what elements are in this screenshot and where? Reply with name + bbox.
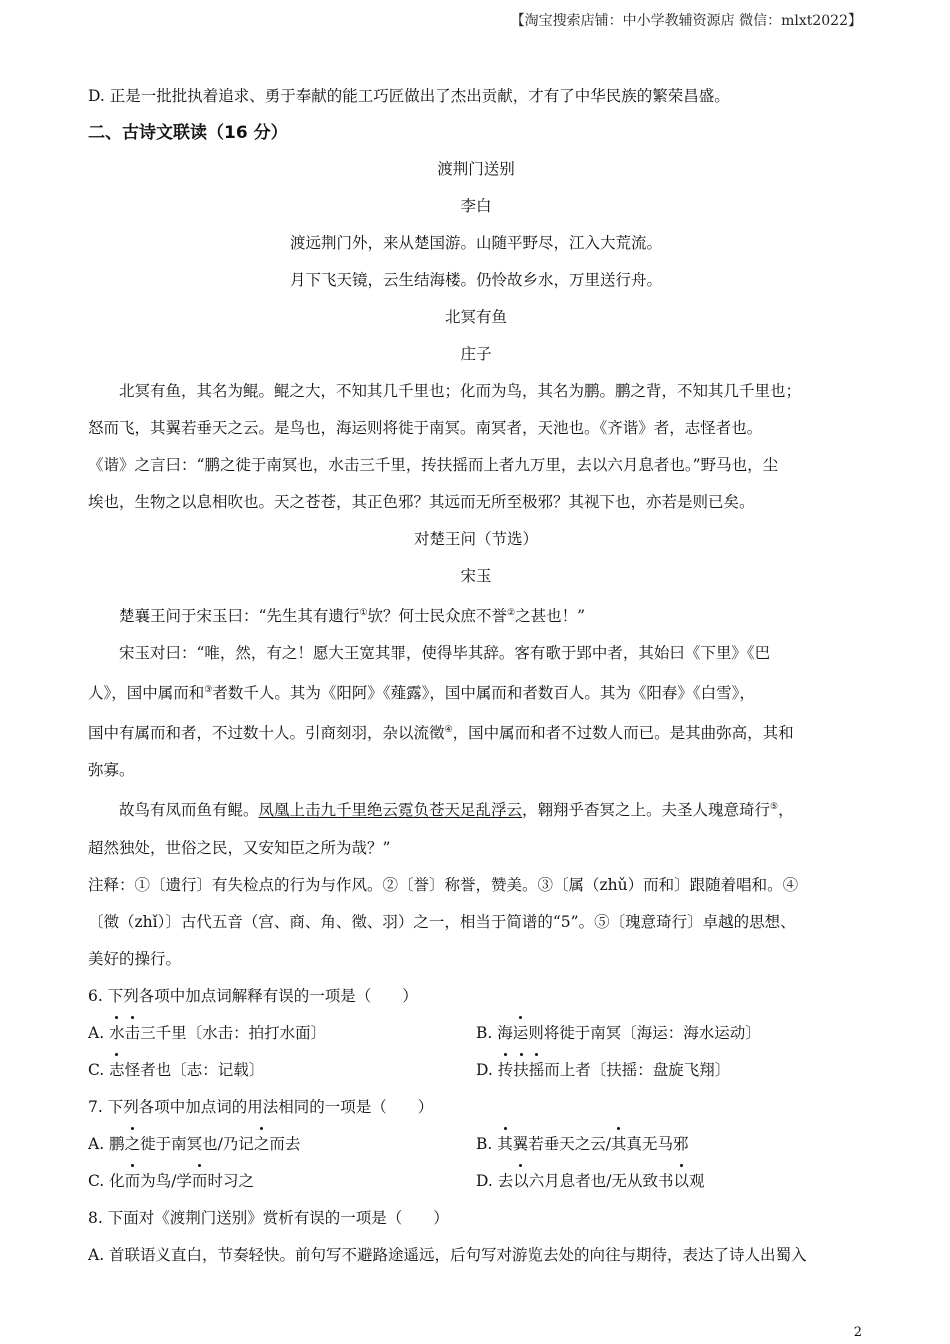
text-span: 怪者也〔志：记载〕 [124, 1060, 265, 1079]
q6-option-b [476, 1015, 864, 1052]
text-span: 海 [497, 1023, 513, 1042]
poem1-line: 渡远荆门外，来从楚国游。山随平野尽，江入大荒流。 [289, 234, 662, 252]
text-span: D. [476, 1060, 498, 1079]
q7-option-a [88, 1126, 476, 1163]
dotted-char: 而 [192, 1163, 208, 1200]
text-span: 国中有属而和者，不过数十人。引商刻羽，杂以流徵 [88, 724, 445, 743]
text-span: 则将徙于南冥〔海运：海水运动〕 [528, 1023, 761, 1042]
dotted-char: 抟 [498, 1052, 514, 1089]
page-content [88, 78, 864, 1274]
text3-title: 对楚王问（节选） [413, 530, 538, 548]
text-span: 而上者〔扶摇：盘旋飞翔〕 [544, 1060, 731, 1079]
notes-line: 美好的操行。 [88, 949, 182, 968]
text2-title: 北冥有鱼 [444, 308, 507, 326]
note-marker: ② [507, 608, 516, 618]
text-span: 为鸟/学 [140, 1171, 192, 1190]
text-span: C. 化 [88, 1171, 125, 1190]
text3-line: 弥寡。 [88, 761, 135, 780]
q7-option-c [88, 1163, 476, 1200]
text2-line: 北冥有鱼，其名为鲲。鲲之大，不知其几千里也；化而为鸟，其名为鹏。鹏之背，不知其几千里也； [119, 382, 802, 400]
dotted-char: 以 [513, 1163, 529, 1200]
note-marker: ① [359, 608, 368, 618]
question-6-stem: 6. 下列各项中加点词解释有误的一项是（ ） [88, 986, 418, 1005]
q6-option-a [88, 1015, 476, 1052]
text2-line: 埃也，生物之以息相吹也。天之苍苍，其正色邪？其远而无所至极邪？其视下也，亦若是则已矣。 [88, 493, 755, 511]
text3-paragraph [88, 595, 864, 635]
text2-line: 《谐》之言曰：“鹏之徙于南冥也，水击三千里，抟扶摇而上者九万里，去以六月息者也。”野马也，尘 [88, 456, 779, 474]
dotted-char: 之 [254, 1126, 270, 1163]
dotted-char: 运 [513, 1015, 529, 1052]
question-7-stem: 7. 下列各项中加点词的用法相同的一项是（ ） [88, 1097, 434, 1116]
text3-line: 超然独处，世俗之民，又安知臣之所为哉？” [88, 838, 391, 857]
poem1-title: 渡荆门送别 [437, 160, 515, 178]
dotted-char: 之 [125, 1126, 141, 1163]
question-7-options-row [88, 1126, 864, 1163]
dotted-char: 水 [109, 1015, 125, 1052]
note-marker: ④ [444, 725, 453, 736]
poem1-line: 月下飞天镜，云生结海楼。仍怜故乡水，万里送行舟。 [289, 271, 662, 289]
text-span: 而去 [269, 1134, 301, 1153]
dotted-char: 志 [109, 1052, 125, 1089]
text-span: ，翱翔乎杳冥之上。夫圣人瑰意琦行 [522, 801, 771, 820]
q8-option-a: A. 首联语义直白，节奏轻快。前句写不避路途遥远，后句写对游览去处的向往与期待，表达了诗人出蜀入 [88, 1245, 807, 1264]
text3-line [88, 789, 864, 829]
dotted-char: 摇 [529, 1052, 545, 1089]
text3-line [88, 712, 864, 752]
text-span: 真无马邪 [626, 1134, 689, 1153]
text3-author: 宋玉 [460, 567, 492, 585]
q6-option-d [476, 1052, 864, 1089]
dotted-char: 扶 [513, 1052, 529, 1089]
text-span: D. 去 [476, 1171, 514, 1190]
text-span: A. [88, 1023, 110, 1042]
text-span: 观 [689, 1171, 705, 1190]
text-span: 之甚也！” [515, 607, 586, 626]
page-number: 2 [853, 1325, 862, 1340]
text-span: 人》，国中属而和 [88, 684, 205, 703]
question-6-options-row [88, 1052, 864, 1089]
text-span: 时习之 [207, 1171, 254, 1190]
question-8-stem: 8. 下面对《渡荆门送别》赏析有误的一项是（ ） [88, 1208, 449, 1227]
question-6-options-row [88, 1015, 864, 1052]
text-span: B. [476, 1134, 498, 1153]
text-span: C. [88, 1060, 110, 1079]
note-marker: ⑤ [770, 802, 779, 813]
note-marker: ③ [204, 685, 213, 696]
text-span: 六月息者也/无从致书 [528, 1171, 674, 1190]
text-span: 者数千人。其为《阳阿》《薤露》，国中属而和者数百人。其为《阳春》《白雪》， [212, 684, 755, 703]
underlined-sentence: 凤凰上击九千里绝云霓负苍天足乱浮云 [258, 801, 523, 820]
q7-option-d [476, 1163, 864, 1200]
section-title: 二、古诗文联读（16 分） [88, 123, 288, 143]
text-span: 楚襄王问于宋玉曰：“先生其有遗行 [119, 607, 360, 626]
dotted-char: 其 [611, 1126, 627, 1163]
text-span: 欤？何士民众庶不誉 [367, 607, 508, 626]
notes-line: 注释：①〔遗行〕有失检点的行为与作风。②〔誉〕称誉，赞美。③〔属（zhǔ）而和〕跟随着唱和。④ [88, 875, 799, 894]
text-span: 三千里〔水击：拍打水面〕 [140, 1023, 327, 1042]
text-span: 翼若垂天之云/ [512, 1134, 611, 1153]
text-span: 徙于南冥也/乃记 [140, 1134, 254, 1153]
page-header: 【淘宝搜索店铺：中小学教辅资源店 微信：mlxt2022】 [510, 13, 862, 29]
text2-line: 怒而飞，其翼若垂天之云。是鸟也，海运则将徙于南冥。南冥者，天池也。《齐谐》者，志怪者也。 [88, 419, 763, 437]
text-span: A. 鹏 [88, 1134, 125, 1153]
text3-line [88, 672, 864, 712]
text-span: 故鸟有凤而鱼有鲲。 [119, 801, 259, 820]
text2-author: 庄子 [460, 345, 492, 363]
notes-line: 〔徵（zhǐ）〕古代五音（宫、商、角、徵、羽）之一，相当于简谱的“5”。⑤〔瑰意琦行〕卓越的思想、 [88, 912, 796, 931]
dotted-char: 而 [125, 1163, 141, 1200]
q6-option-c [88, 1052, 476, 1089]
q7-option-b [476, 1126, 864, 1163]
dotted-char: 以 [673, 1163, 689, 1200]
dotted-char: 其 [497, 1126, 513, 1163]
text-span: B. [476, 1023, 498, 1042]
prev-option-d: D. 正是一批批执着追求、勇于奉献的能工巧匠做出了杰出贡献，才有了中华民族的繁荣昌盛。 [88, 87, 730, 105]
text3-line: 宋玉对曰：“唯，然，有之！愿大王宽其罪，使得毕其辞。客有歌于郢中者，其始曰《下里》《巴 [119, 644, 771, 663]
text-span: ，国中属而和者不过数人而已。是其曲弥高，其和 [452, 724, 794, 743]
dotted-char: 击 [125, 1015, 141, 1052]
question-7-options-row [88, 1163, 864, 1200]
text-span: ， [778, 801, 794, 820]
poem1-author: 李白 [460, 197, 492, 215]
